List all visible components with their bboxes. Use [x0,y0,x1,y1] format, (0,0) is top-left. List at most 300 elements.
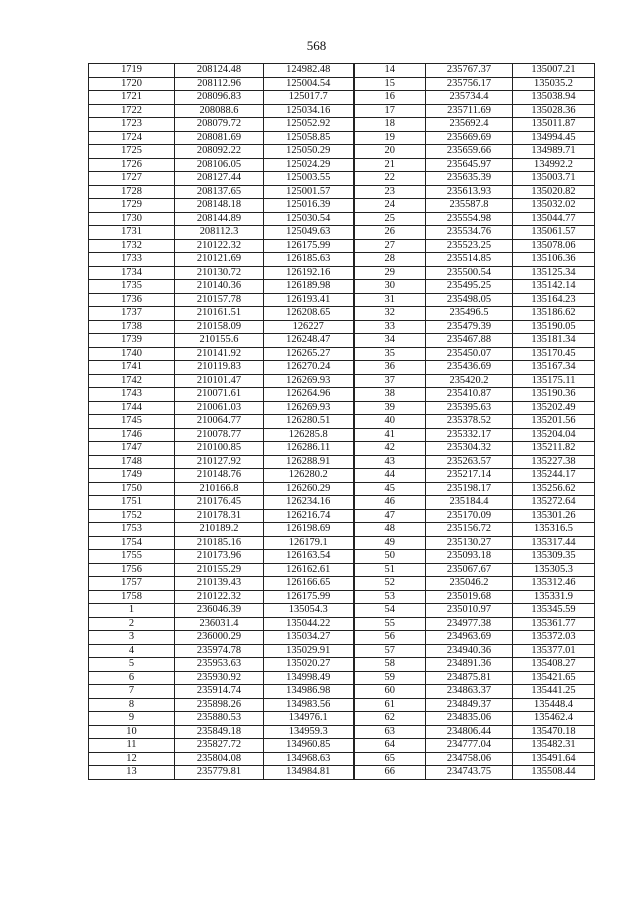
right-x-coordinate-cell: 235523.25 [426,239,513,253]
right-x-coordinate-cell: 235669.69 [426,131,513,145]
right-x-coordinate-cell: 235645.97 [426,158,513,172]
right-y-coordinate-cell: 135256.62 [513,482,595,496]
left-point-number-cell: 1744 [89,401,175,415]
right-point-number-cell: 38 [354,388,426,402]
right-point-number-cell: 26 [354,226,426,240]
table-row [89,590,595,604]
table-row [89,91,595,105]
left-x-coordinate-cell: 210176.45 [175,496,264,510]
table-row [89,145,595,159]
left-y-coordinate-cell: 125024.29 [264,158,354,172]
right-x-coordinate-cell: 235420.2 [426,374,513,388]
left-x-coordinate-cell: 236000.29 [175,631,264,645]
left-x-coordinate-cell: 235914.74 [175,685,264,699]
right-x-coordinate-cell: 235019.68 [426,590,513,604]
right-x-coordinate-cell: 235436.69 [426,361,513,375]
right-x-coordinate-cell: 234977.38 [426,617,513,631]
left-y-coordinate-cell: 126198.69 [264,523,354,537]
right-y-coordinate-cell: 135331.9 [513,590,595,604]
right-x-coordinate-cell: 235514.85 [426,253,513,267]
left-y-coordinate-cell: 134984.81 [264,766,354,780]
right-x-coordinate-cell: 234777.04 [426,739,513,753]
right-x-coordinate-cell: 235734.4 [426,91,513,105]
right-point-number-cell: 23 [354,185,426,199]
right-y-coordinate-cell: 135309.35 [513,550,595,564]
right-point-number-cell: 64 [354,739,426,753]
right-y-coordinate-cell: 135202.49 [513,401,595,415]
right-point-number-cell: 16 [354,91,426,105]
left-point-number-cell: 1747 [89,442,175,456]
left-point-number-cell: 1751 [89,496,175,510]
right-point-number-cell: 20 [354,145,426,159]
table-row [89,212,595,226]
left-point-number-cell: 1753 [89,523,175,537]
table-row [89,671,595,685]
left-point-number-cell: 1750 [89,482,175,496]
table-row [89,226,595,240]
right-point-number-cell: 47 [354,509,426,523]
table-row [89,361,595,375]
right-x-coordinate-cell: 235450.07 [426,347,513,361]
right-x-coordinate-cell: 235130.27 [426,536,513,550]
left-x-coordinate-cell: 208127.44 [175,172,264,186]
left-y-coordinate-cell: 125058.85 [264,131,354,145]
right-y-coordinate-cell: 135408.27 [513,658,595,672]
right-x-coordinate-cell: 235046.2 [426,577,513,591]
right-x-coordinate-cell: 235217.14 [426,469,513,483]
left-point-number-cell: 10 [89,725,175,739]
left-x-coordinate-cell: 208096.83 [175,91,264,105]
right-y-coordinate-cell: 135181.34 [513,334,595,348]
right-y-coordinate-cell: 135190.05 [513,320,595,334]
right-x-coordinate-cell: 235635.39 [426,172,513,186]
table-row [89,266,595,280]
right-x-coordinate-cell: 235156.72 [426,523,513,537]
table-row [89,253,595,267]
left-point-number-cell: 1738 [89,320,175,334]
table-row [89,374,595,388]
right-point-number-cell: 48 [354,523,426,537]
left-y-coordinate-cell: 135029.91 [264,644,354,658]
table-row [89,739,595,753]
left-x-coordinate-cell: 210157.78 [175,293,264,307]
left-point-number-cell: 13 [89,766,175,780]
right-x-coordinate-cell: 234891.36 [426,658,513,672]
left-point-number-cell: 1730 [89,212,175,226]
left-y-coordinate-cell: 126234.16 [264,496,354,510]
left-point-number-cell: 1723 [89,118,175,132]
left-y-coordinate-cell: 125050.29 [264,145,354,159]
left-y-coordinate-cell: 125030.54 [264,212,354,226]
left-x-coordinate-cell: 235953.63 [175,658,264,672]
table-row [89,482,595,496]
left-point-number-cell: 1752 [89,509,175,523]
left-point-number-cell: 1729 [89,199,175,213]
left-y-coordinate-cell: 126208.65 [264,307,354,321]
right-point-number-cell: 51 [354,563,426,577]
left-x-coordinate-cell: 210158.09 [175,320,264,334]
right-y-coordinate-cell: 135190.36 [513,388,595,402]
left-y-coordinate-cell: 135020.27 [264,658,354,672]
left-x-coordinate-cell: 208088.6 [175,104,264,118]
right-point-number-cell: 58 [354,658,426,672]
right-x-coordinate-cell: 235500.54 [426,266,513,280]
right-y-coordinate-cell: 135491.64 [513,752,595,766]
left-y-coordinate-cell: 126175.99 [264,239,354,253]
right-point-number-cell: 61 [354,698,426,712]
right-y-coordinate-cell: 134994.45 [513,131,595,145]
right-y-coordinate-cell: 135377.01 [513,644,595,658]
left-x-coordinate-cell: 210189.2 [175,523,264,537]
table-row [89,334,595,348]
right-point-number-cell: 50 [354,550,426,564]
table-row [89,698,595,712]
right-y-coordinate-cell: 135204.04 [513,428,595,442]
right-y-coordinate-cell: 135125.34 [513,266,595,280]
right-point-number-cell: 60 [354,685,426,699]
right-point-number-cell: 57 [354,644,426,658]
table-row [89,752,595,766]
right-y-coordinate-cell: 135312.46 [513,577,595,591]
table-row [89,455,595,469]
left-point-number-cell: 1749 [89,469,175,483]
left-y-coordinate-cell: 126189.98 [264,280,354,294]
right-y-coordinate-cell: 135462.4 [513,712,595,726]
right-x-coordinate-cell: 235479.39 [426,320,513,334]
right-y-coordinate-cell: 135317.44 [513,536,595,550]
left-x-coordinate-cell: 235849.18 [175,725,264,739]
left-point-number-cell: 1737 [89,307,175,321]
left-x-coordinate-cell: 208124.48 [175,64,264,78]
coordinates-table [88,63,595,780]
right-x-coordinate-cell: 235067.67 [426,563,513,577]
right-y-coordinate-cell: 135305.3 [513,563,595,577]
right-x-coordinate-cell: 235378.52 [426,415,513,429]
right-y-coordinate-cell: 135167.34 [513,361,595,375]
right-point-number-cell: 52 [354,577,426,591]
right-y-coordinate-cell: 135508.44 [513,766,595,780]
table-row [89,401,595,415]
right-y-coordinate-cell: 135244.17 [513,469,595,483]
left-point-number-cell: 3 [89,631,175,645]
right-x-coordinate-cell: 235554.98 [426,212,513,226]
left-y-coordinate-cell: 126260.29 [264,482,354,496]
right-point-number-cell: 62 [354,712,426,726]
table-row [89,442,595,456]
left-point-number-cell: 1731 [89,226,175,240]
left-y-coordinate-cell: 135034.27 [264,631,354,645]
right-x-coordinate-cell: 235692.4 [426,118,513,132]
table-row [89,550,595,564]
right-x-coordinate-cell: 235711.69 [426,104,513,118]
table-row [89,77,595,91]
right-y-coordinate-cell: 135272.64 [513,496,595,510]
right-y-coordinate-cell: 134992.2 [513,158,595,172]
right-point-number-cell: 35 [354,347,426,361]
right-y-coordinate-cell: 135211.82 [513,442,595,456]
right-point-number-cell: 14 [354,64,426,78]
left-y-coordinate-cell: 126248.47 [264,334,354,348]
right-point-number-cell: 21 [354,158,426,172]
right-point-number-cell: 43 [354,455,426,469]
right-point-number-cell: 36 [354,361,426,375]
left-y-coordinate-cell: 126166.65 [264,577,354,591]
left-y-coordinate-cell: 134998.49 [264,671,354,685]
left-point-number-cell: 1735 [89,280,175,294]
left-x-coordinate-cell: 210173.96 [175,550,264,564]
left-y-coordinate-cell: 124982.48 [264,64,354,78]
table-row [89,293,595,307]
right-x-coordinate-cell: 234743.75 [426,766,513,780]
left-x-coordinate-cell: 210139.43 [175,577,264,591]
right-point-number-cell: 29 [354,266,426,280]
table-row [89,496,595,510]
left-y-coordinate-cell: 135044.22 [264,617,354,631]
right-point-number-cell: 19 [354,131,426,145]
left-point-number-cell: 1728 [89,185,175,199]
right-x-coordinate-cell: 234835.06 [426,712,513,726]
left-x-coordinate-cell: 235930.92 [175,671,264,685]
left-x-coordinate-cell: 208112.3 [175,226,264,240]
right-point-number-cell: 37 [354,374,426,388]
right-x-coordinate-cell: 235496.5 [426,307,513,321]
right-y-coordinate-cell: 135061.57 [513,226,595,240]
right-point-number-cell: 55 [354,617,426,631]
right-x-coordinate-cell: 235767.37 [426,64,513,78]
left-x-coordinate-cell: 210155.29 [175,563,264,577]
right-y-coordinate-cell: 135482.31 [513,739,595,753]
right-x-coordinate-cell: 235198.17 [426,482,513,496]
left-point-number-cell: 1722 [89,104,175,118]
right-point-number-cell: 44 [354,469,426,483]
left-x-coordinate-cell: 210064.77 [175,415,264,429]
left-point-number-cell: 1746 [89,428,175,442]
page-number: 568 [306,38,327,53]
table-row [89,185,595,199]
right-x-coordinate-cell: 235170.09 [426,509,513,523]
left-point-number-cell: 11 [89,739,175,753]
left-x-coordinate-cell: 208144.89 [175,212,264,226]
left-x-coordinate-cell: 210148.76 [175,469,264,483]
left-x-coordinate-cell: 210185.16 [175,536,264,550]
right-y-coordinate-cell: 134989.71 [513,145,595,159]
left-x-coordinate-cell: 210127.92 [175,455,264,469]
left-x-coordinate-cell: 235898.26 [175,698,264,712]
right-x-coordinate-cell: 234849.37 [426,698,513,712]
coordinates-table-body [89,64,595,780]
left-point-number-cell: 4 [89,644,175,658]
left-point-number-cell: 12 [89,752,175,766]
left-x-coordinate-cell: 208137.65 [175,185,264,199]
left-y-coordinate-cell: 134960.85 [264,739,354,753]
left-point-number-cell: 1720 [89,77,175,91]
right-y-coordinate-cell: 135170.45 [513,347,595,361]
right-x-coordinate-cell: 235184.4 [426,496,513,510]
right-y-coordinate-cell: 135032.02 [513,199,595,213]
table-row [89,766,595,780]
right-point-number-cell: 25 [354,212,426,226]
left-point-number-cell: 1757 [89,577,175,591]
left-y-coordinate-cell: 126192.16 [264,266,354,280]
left-x-coordinate-cell: 210122.32 [175,590,264,604]
right-point-number-cell: 27 [354,239,426,253]
left-point-number-cell: 1743 [89,388,175,402]
table-row [89,631,595,645]
right-x-coordinate-cell: 235587.8 [426,199,513,213]
left-x-coordinate-cell: 210166.8 [175,482,264,496]
right-y-coordinate-cell: 135078.06 [513,239,595,253]
left-point-number-cell: 1726 [89,158,175,172]
left-x-coordinate-cell: 210078.77 [175,428,264,442]
left-y-coordinate-cell: 126162.61 [264,563,354,577]
right-point-number-cell: 63 [354,725,426,739]
left-x-coordinate-cell: 208092.22 [175,145,264,159]
right-point-number-cell: 15 [354,77,426,91]
left-y-coordinate-cell: 126269.93 [264,401,354,415]
left-y-coordinate-cell: 126185.63 [264,253,354,267]
table-row [89,536,595,550]
right-x-coordinate-cell: 235495.25 [426,280,513,294]
table-row [89,658,595,672]
left-y-coordinate-cell: 125003.55 [264,172,354,186]
right-point-number-cell: 31 [354,293,426,307]
left-point-number-cell: 1725 [89,145,175,159]
right-y-coordinate-cell: 135448.4 [513,698,595,712]
left-x-coordinate-cell: 210119.83 [175,361,264,375]
left-x-coordinate-cell: 210178.31 [175,509,264,523]
table-row [89,563,595,577]
left-point-number-cell: 1758 [89,590,175,604]
right-point-number-cell: 18 [354,118,426,132]
right-x-coordinate-cell: 234863.37 [426,685,513,699]
right-x-coordinate-cell: 235332.17 [426,428,513,442]
table-row [89,347,595,361]
right-point-number-cell: 65 [354,752,426,766]
right-point-number-cell: 46 [354,496,426,510]
left-point-number-cell: 1719 [89,64,175,78]
table-row [89,712,595,726]
table-row [89,469,595,483]
left-point-number-cell: 8 [89,698,175,712]
right-y-coordinate-cell: 135316.5 [513,523,595,537]
right-y-coordinate-cell: 135372.03 [513,631,595,645]
right-y-coordinate-cell: 135186.62 [513,307,595,321]
right-y-coordinate-cell: 135301.26 [513,509,595,523]
right-point-number-cell: 30 [354,280,426,294]
left-y-coordinate-cell: 126270.24 [264,361,354,375]
right-point-number-cell: 66 [354,766,426,780]
left-y-coordinate-cell: 125049.63 [264,226,354,240]
left-point-number-cell: 1739 [89,334,175,348]
left-point-number-cell: 1742 [89,374,175,388]
left-point-number-cell: 2 [89,617,175,631]
left-x-coordinate-cell: 210122.32 [175,239,264,253]
table-row [89,239,595,253]
right-point-number-cell: 28 [354,253,426,267]
left-point-number-cell: 1745 [89,415,175,429]
right-x-coordinate-cell: 234940.36 [426,644,513,658]
right-y-coordinate-cell: 135175.11 [513,374,595,388]
left-y-coordinate-cell: 126163.54 [264,550,354,564]
left-y-coordinate-cell: 125016.39 [264,199,354,213]
left-y-coordinate-cell: 125052.92 [264,118,354,132]
right-point-number-cell: 42 [354,442,426,456]
left-point-number-cell: 9 [89,712,175,726]
right-point-number-cell: 41 [354,428,426,442]
table-row [89,725,595,739]
left-y-coordinate-cell: 126216.74 [264,509,354,523]
left-x-coordinate-cell: 210130.72 [175,266,264,280]
table-row [89,172,595,186]
right-point-number-cell: 34 [354,334,426,348]
left-point-number-cell: 1732 [89,239,175,253]
left-y-coordinate-cell: 134976.1 [264,712,354,726]
right-y-coordinate-cell: 135044.77 [513,212,595,226]
right-y-coordinate-cell: 135441.25 [513,685,595,699]
right-y-coordinate-cell: 135227.38 [513,455,595,469]
left-x-coordinate-cell: 235880.53 [175,712,264,726]
table-row [89,644,595,658]
left-x-coordinate-cell: 210121.69 [175,253,264,267]
table-row [89,307,595,321]
left-x-coordinate-cell: 235827.72 [175,739,264,753]
left-x-coordinate-cell: 236046.39 [175,604,264,618]
right-y-coordinate-cell: 135421.65 [513,671,595,685]
left-y-coordinate-cell: 126286.11 [264,442,354,456]
left-y-coordinate-cell: 126265.27 [264,347,354,361]
right-y-coordinate-cell: 135164.23 [513,293,595,307]
left-y-coordinate-cell: 134968.63 [264,752,354,766]
right-x-coordinate-cell: 235410.87 [426,388,513,402]
left-y-coordinate-cell: 134983.56 [264,698,354,712]
table-row [89,280,595,294]
right-point-number-cell: 33 [354,320,426,334]
left-point-number-cell: 1724 [89,131,175,145]
table-row [89,131,595,145]
left-y-coordinate-cell: 125004.54 [264,77,354,91]
left-point-number-cell: 6 [89,671,175,685]
left-point-number-cell: 1733 [89,253,175,267]
left-x-coordinate-cell: 235804.08 [175,752,264,766]
right-point-number-cell: 59 [354,671,426,685]
left-y-coordinate-cell: 126175.99 [264,590,354,604]
left-point-number-cell: 1721 [89,91,175,105]
table-row [89,64,595,78]
left-x-coordinate-cell: 208148.18 [175,199,264,213]
right-y-coordinate-cell: 135142.14 [513,280,595,294]
left-x-coordinate-cell: 235974.78 [175,644,264,658]
right-y-coordinate-cell: 135201.56 [513,415,595,429]
left-point-number-cell: 5 [89,658,175,672]
right-x-coordinate-cell: 234758.06 [426,752,513,766]
left-y-coordinate-cell: 126193.41 [264,293,354,307]
left-point-number-cell: 7 [89,685,175,699]
left-x-coordinate-cell: 208079.72 [175,118,264,132]
left-point-number-cell: 1734 [89,266,175,280]
right-x-coordinate-cell: 234806.44 [426,725,513,739]
right-x-coordinate-cell: 235010.97 [426,604,513,618]
table-row [89,388,595,402]
right-x-coordinate-cell: 235263.57 [426,455,513,469]
right-point-number-cell: 17 [354,104,426,118]
left-point-number-cell: 1748 [89,455,175,469]
right-y-coordinate-cell: 135035.2 [513,77,595,91]
right-x-coordinate-cell: 235756.17 [426,77,513,91]
left-x-coordinate-cell: 210101.47 [175,374,264,388]
table-row [89,428,595,442]
table-row [89,199,595,213]
left-x-coordinate-cell: 208081.69 [175,131,264,145]
